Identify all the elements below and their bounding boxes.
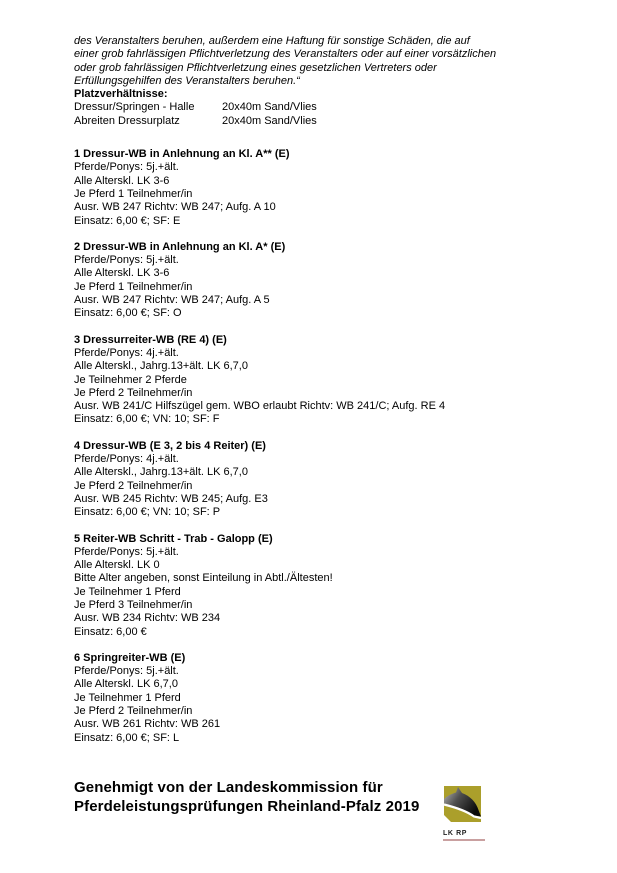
horse-head-icon (443, 786, 481, 823)
section-line: Ausr. WB 234 Richtv: WB 234 (74, 612, 221, 625)
section-line: Je Pferd 2 Teilnehmer/in (74, 479, 193, 492)
section-line: Bitte Alter angeben, sonst Einteilung in Abtl./Ältesten! (74, 572, 333, 585)
section-line: Pferde/Ponys: 5j.+ält. (74, 254, 179, 267)
platz-block (74, 88, 561, 128)
section-body (74, 254, 561, 320)
competition-section (74, 241, 561, 321)
section-line: Ausr. WB 245 Richtv: WB 245; Aufg. E3 (74, 492, 268, 505)
approval-footer (74, 778, 561, 837)
intro-line: einer grob fahrlässigen Pflichtverletzung des Veranstalters oder auf einer vorsätzlichen (74, 48, 497, 61)
section-line: Alle Alterskl. LK 0 (74, 559, 160, 572)
section-line: Ausr. WB 261 Richtv: WB 261 (74, 718, 221, 731)
section-line: Je Teilnehmer 2 Pferde (74, 373, 187, 386)
section-body (74, 453, 561, 519)
section-line: Je Pferd 1 Teilnehmer/in (74, 280, 193, 293)
competition-section (74, 334, 561, 427)
section-title: 3 Dressurreiter-WB (RE 4) (E) (74, 333, 227, 346)
section-line: Je Teilnehmer 1 Pferd (74, 585, 181, 598)
intro-line: des Veranstalters beruhen, außerdem eine Haftung für sonstige Schäden, die auf (74, 35, 470, 47)
section-line: Pferde/Ponys: 4j.+ält. (74, 453, 179, 466)
competition-section (74, 652, 561, 745)
approval-line-1: Genehmigt von der Landeskommission für (74, 778, 383, 796)
section-title: 1 Dressur-WB in Anlehnung an Kl. A** (E) (74, 148, 290, 161)
intro-line: Erfüllungsgehilfen des Veranstalters beruhen.“ (74, 74, 300, 87)
section-line: Einsatz: 6,00 €; VN: 10; SF: P (74, 506, 221, 519)
intro-line: oder grob fahrlässigen Pflichtverletzung eines gesetzlichen Vertreters oder (74, 61, 437, 74)
section-body (74, 347, 561, 427)
competition-section (74, 533, 561, 639)
section-title: 5 Reiter-WB Schritt - Trab - Galopp (E) (74, 532, 273, 545)
platz-label: Abreiten Dressurplatz (74, 114, 180, 127)
section-line: Alle Alterskl., Jahrg.13+ält. LK 6,7,0 (74, 466, 248, 479)
section-line: Alle Alterskl. LK 3-6 (74, 267, 170, 280)
section-line: Ausr. WB 241/C Hilfszügel gem. WBO erlaubt Richtv: WB 241/C; Aufg. RE 4 (74, 400, 446, 413)
section-line: Alle Alterskl. LK 6,7,0 (74, 678, 178, 691)
platz-row (74, 115, 561, 128)
section-line: Einsatz: 6,00 €; SF: O (74, 307, 182, 320)
approval-line-2: Pferdeleistungsprüfungen Rheinland-Pfalz 2019 (74, 797, 420, 815)
section-line: Je Pferd 1 Teilnehmer/in (74, 187, 193, 200)
lk-rp-logo (443, 786, 491, 841)
platz-row (74, 101, 561, 114)
section-line: Einsatz: 6,00 €; SF: L (74, 731, 180, 744)
section-line: Einsatz: 6,00 €; VN: 10; SF: F (74, 413, 220, 426)
section-body (74, 546, 561, 639)
section-line: Alle Alterskl. LK 3-6 (74, 174, 170, 187)
section-title: 6 Springreiter-WB (E) (74, 651, 186, 664)
logo-label: LK RP (443, 829, 467, 837)
section-line: Ausr. WB 247 Richtv: WB 247; Aufg. A 10 (74, 201, 276, 214)
section-line: Ausr. WB 247 Richtv: WB 247; Aufg. A 5 (74, 294, 270, 307)
platz-heading: Platzverhältnisse: (74, 88, 168, 101)
section-line: Je Pferd 2 Teilnehmer/in (74, 705, 193, 718)
section-line: Alle Alterskl., Jahrg.13+ält. LK 6,7,0 (74, 360, 248, 373)
section-line: Pferde/Ponys: 4j.+ält. (74, 346, 179, 359)
section-line: Pferde/Ponys: 5j.+ält. (74, 161, 179, 174)
platz-value: 20x40m Sand/Vlies (222, 114, 317, 127)
section-line: Je Teilnehmer 1 Pferd (74, 691, 181, 704)
intro-paragraph (74, 35, 561, 88)
section-line: Einsatz: 6,00 €; SF: E (74, 214, 181, 227)
competition-section (74, 148, 561, 228)
section-line: Pferde/Ponys: 5j.+ält. (74, 665, 179, 678)
platz-value: 20x40m Sand/Vlies (222, 101, 317, 114)
section-body (74, 665, 561, 745)
logo-underline (443, 839, 485, 841)
section-line: Je Pferd 3 Teilnehmer/in (74, 598, 193, 611)
section-title: 2 Dressur-WB in Anlehnung an Kl. A* (E) (74, 240, 286, 253)
section-line: Je Pferd 2 Teilnehmer/in (74, 386, 193, 399)
section-line: Pferde/Ponys: 5j.+ält. (74, 545, 179, 558)
platz-table (74, 101, 561, 128)
competition-sections (74, 148, 561, 745)
platz-label: Dressur/Springen - Halle (74, 101, 195, 114)
competition-section (74, 440, 561, 520)
section-line: Einsatz: 6,00 € (74, 625, 147, 638)
section-body (74, 161, 561, 227)
section-title: 4 Dressur-WB (E 3, 2 bis 4 Reiter) (E) (74, 439, 266, 452)
